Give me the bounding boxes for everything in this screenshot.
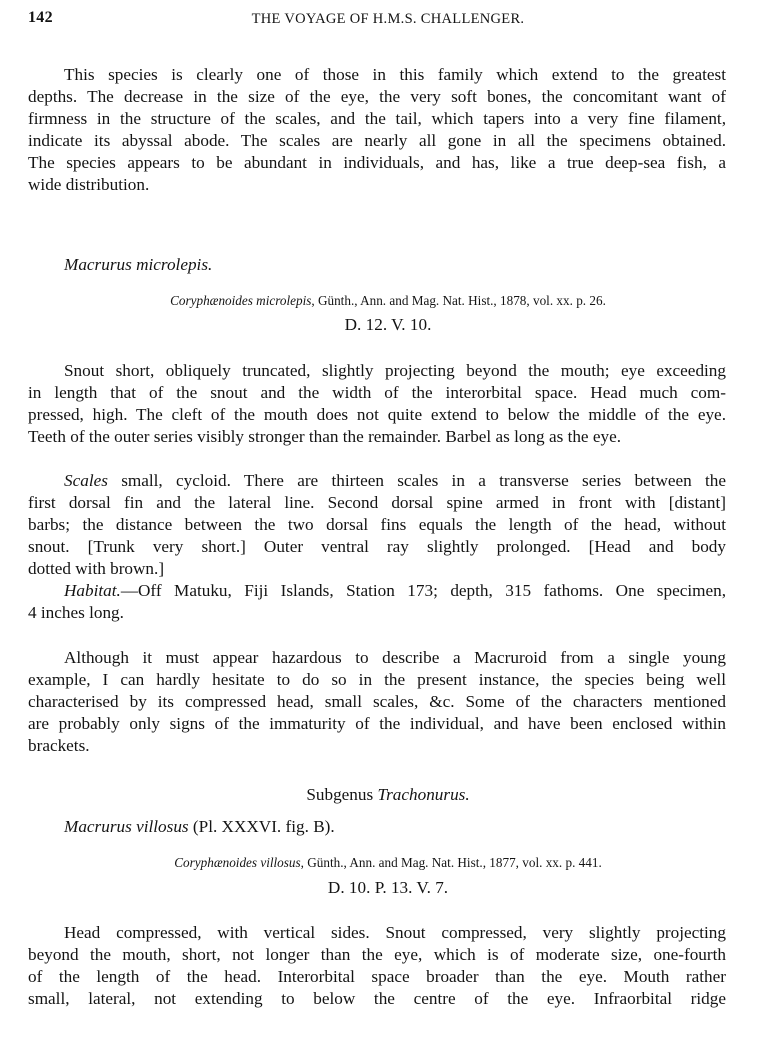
- paragraph-line: [28, 988, 726, 1010]
- text-run: indicate its abyssal abode. The scales are nearly all gone in all the specimens obtained.: [28, 131, 726, 150]
- text-run: example, I can hardly hesitate to do so in the present instance, the species being well: [28, 670, 726, 689]
- text-run: in length that of the snout and the width of the interorbital space. Head much com-: [28, 383, 726, 402]
- text-run: dotted with brown.]: [28, 559, 165, 578]
- paragraph-line: [28, 669, 726, 691]
- paragraph-line: [64, 360, 726, 382]
- centered-heading: [0, 784, 776, 806]
- paragraph-line: [28, 514, 726, 536]
- italic-text: Trachonurus.: [377, 785, 470, 804]
- text-run: Teeth of the outer series visibly stronger than the remainder. Barbel as long as the eye.: [28, 427, 622, 446]
- text-run: D. 12. V. 10.: [344, 315, 432, 334]
- text-run: characterised by its compressed head, small scales, &c. Some of the characters mentioned: [28, 692, 726, 711]
- paragraph-line: [28, 152, 726, 174]
- text-run: brackets.: [28, 736, 90, 755]
- text-run: barbs; the distance between the two dorsal fins equals the length of the head, without: [28, 515, 726, 534]
- italic-text: Scales: [64, 471, 108, 490]
- paragraph-line: [28, 404, 726, 426]
- text-run: Although it must appear hazardous to describe a Macruroid from a single young: [64, 648, 726, 667]
- paragraph-line: [28, 713, 726, 735]
- text-run: of the length of the head. Interorbital space broader than the eye. Mouth rather: [28, 967, 726, 986]
- paragraph-line: [28, 382, 726, 404]
- paragraph-line: [64, 922, 726, 944]
- text-run: are probably only signs of the immaturity of the individual, and have been enclosed within: [28, 714, 726, 733]
- text-run: , Günth., Ann. and Mag. Nat. Hist., 1878, vol. xx. p. 26.: [311, 293, 606, 308]
- paragraph-line: [28, 174, 726, 196]
- synonym-citation: [0, 852, 776, 874]
- italic-text: Coryphænoides villosus: [174, 855, 301, 870]
- text-run: D. 10. P. 13. V. 7.: [327, 878, 449, 897]
- paragraph-line: [28, 492, 726, 514]
- paragraph-line: [64, 64, 726, 86]
- italic-text: Habitat.: [64, 581, 121, 600]
- species-heading: [64, 816, 726, 838]
- text-run: pressed, high. The cleft of the mouth does not quite extend to below the middle of the eye.: [28, 405, 726, 424]
- italic-text: Coryphænoides microlepis: [170, 293, 312, 308]
- text-run: wide distribution.: [28, 175, 150, 194]
- paragraph-line: [28, 558, 726, 580]
- paragraph-line: [28, 691, 726, 713]
- page-number: 142: [28, 9, 53, 26]
- paragraph-line: [28, 108, 726, 130]
- paragraph-line: [28, 735, 726, 757]
- text-run: small, lateral, not extending to below the centre of the eye. Infraorbital ridge: [28, 989, 726, 1008]
- paragraph-line: [28, 944, 726, 966]
- paragraph-line: [28, 536, 726, 558]
- paragraph-line: [64, 647, 726, 669]
- paragraph-line: [28, 966, 726, 988]
- text-run: Snout short, obliquely truncated, slightly projecting beyond the mouth; eye exceeding: [64, 361, 726, 380]
- species-heading: [64, 254, 726, 276]
- text-run: depths. The decrease in the size of the eye, the very soft bones, the concomitant want of: [28, 87, 726, 106]
- paragraph-line: [28, 602, 726, 624]
- paragraph-line: [64, 470, 726, 492]
- text-run: This species is clearly one of those in this family which extend to the greatest: [64, 65, 726, 84]
- paragraph-line: [28, 426, 726, 448]
- text-run: The species appears to be abundant in individuals, and has, like a true deep-sea fish, a: [28, 153, 726, 172]
- italic-text: Macrurus microlepis.: [64, 255, 213, 274]
- text-run: (Pl. XXXVI. fig. B).: [188, 817, 335, 836]
- text-run: first dorsal fin and the lateral line. Second dorsal spine armed in front with [distant]: [28, 493, 726, 512]
- paragraph-line: [64, 580, 726, 602]
- text-run: Head compressed, with vertical sides. Snout compressed, very slightly projecting: [64, 923, 726, 942]
- text-run: 4 inches long.: [28, 603, 124, 622]
- paragraph-line: [28, 130, 726, 152]
- centered-heading: [0, 314, 776, 336]
- paragraph-line: [28, 86, 726, 108]
- centered-heading: [0, 877, 776, 899]
- text-run: snout. [Trunk very short.] Outer ventral ray slightly prolonged. [Head and body: [28, 537, 726, 556]
- synonym-citation: [0, 290, 776, 312]
- text-run: Subgenus: [306, 785, 378, 804]
- italic-text: Macrurus villosus: [64, 817, 189, 836]
- text-run: firmness in the structure of the scales, and the tail, which tapers into a very fine filament,: [28, 109, 726, 128]
- text-run: beyond the mouth, short, not longer than the eye, which is of moderate size, one-fourth: [28, 945, 726, 964]
- text-run: , Günth., Ann. and Mag. Nat. Hist., 1877, vol. xx. p. 441.: [300, 855, 602, 870]
- text-run: small, cycloid. There are thirteen scales in a transverse series between the: [107, 471, 726, 490]
- text-run: —Off Matuku, Fiji Islands, Station 173; depth, 315 fathoms. One specimen,: [120, 581, 726, 600]
- running-title: THE VOYAGE OF H.M.S. CHALLENGER.: [251, 11, 525, 27]
